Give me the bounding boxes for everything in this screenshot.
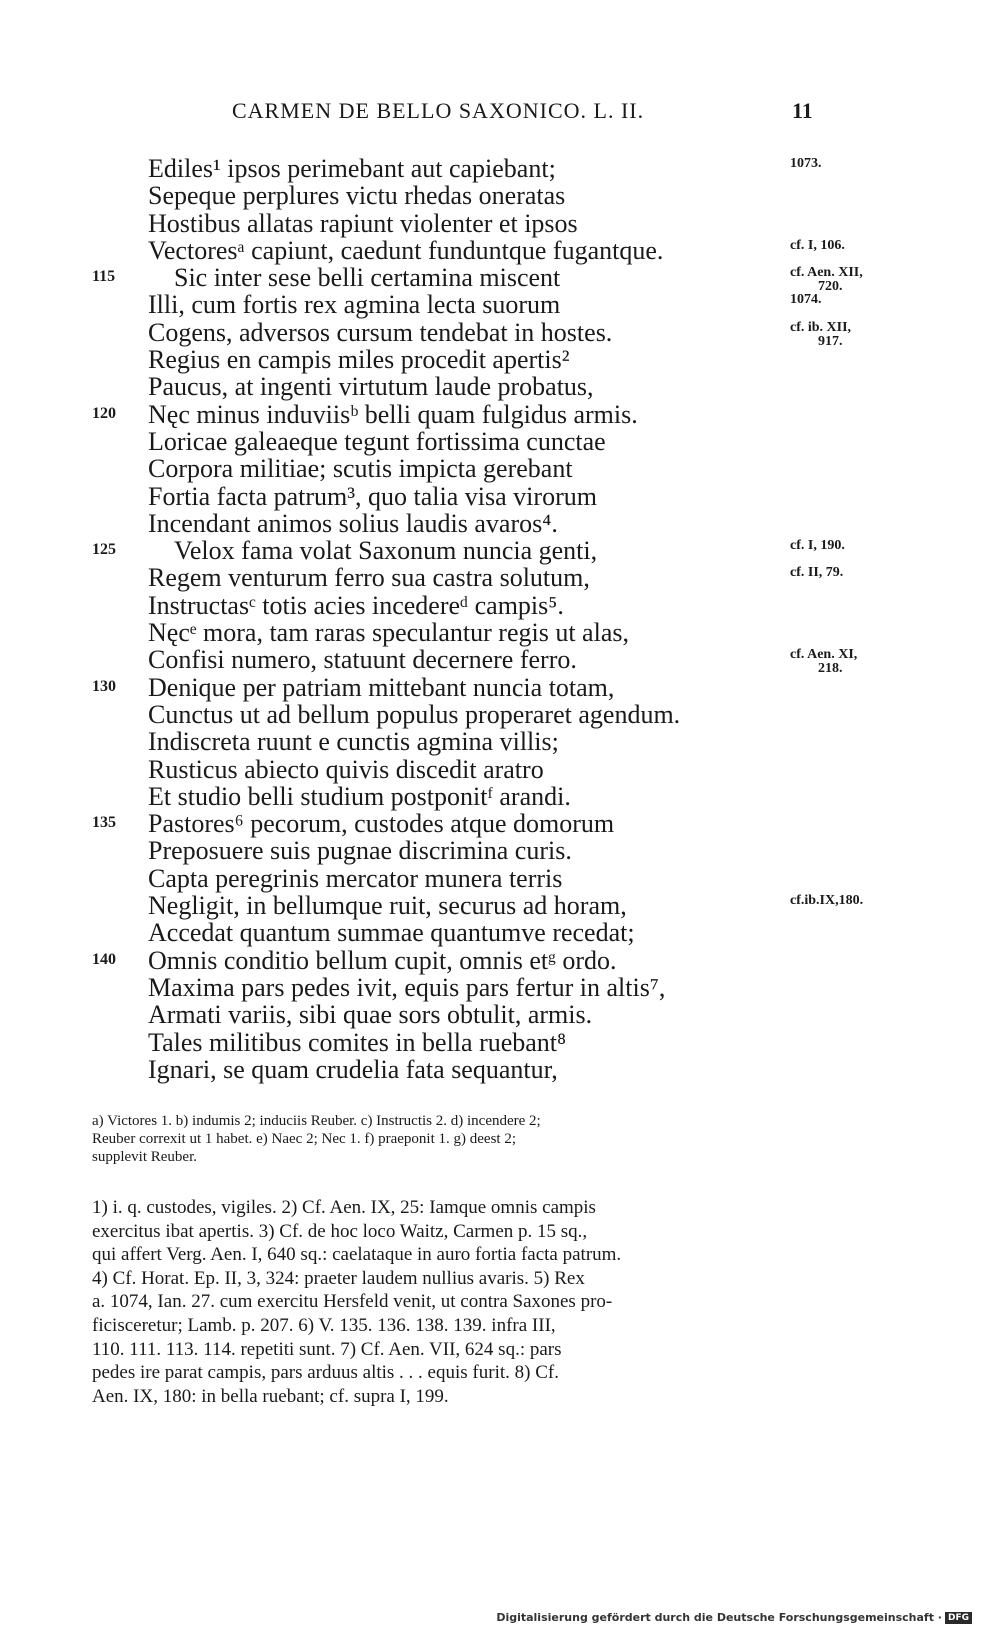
verse-line xyxy=(0,919,1000,946)
apparatus-line: Reuber correxit ut 1 habet. e) Naec 2; Nec 1. f) praeponit 1. g) deest 2; xyxy=(92,1131,516,1147)
verse-text: Paucus, at ingenti virtutum laude probatus, xyxy=(148,372,594,402)
verse-line xyxy=(0,728,1000,755)
verse-line xyxy=(0,701,1000,728)
verse-text: Accedat quantum summae quantumve recedat; xyxy=(148,918,635,948)
marginal-note: cf. I, 106. xyxy=(790,237,845,253)
verse-text: Maxima pars pedes ivit, equis pars fertur in altis⁷, xyxy=(148,972,666,1002)
running-title: CARMEN DE BELLO SAXONICO. L. II. xyxy=(232,98,645,123)
verse-line xyxy=(0,1029,1000,1056)
verse-line xyxy=(0,674,1000,701)
verse-text: Nęc minus induviisᵇ belli quam fulgidus armis. xyxy=(148,399,638,429)
verse-line xyxy=(0,892,1000,919)
verse-text: Negligit, in bellumque ruit, securus ad horam, xyxy=(148,891,627,921)
marginal-note: cf. I, 190. xyxy=(790,538,845,554)
verse-text: Velox fama volat Saxonum nuncia genti, xyxy=(174,536,598,566)
verse-line xyxy=(0,837,1000,864)
verse-line xyxy=(0,537,1000,564)
verse-line xyxy=(0,1001,1000,1028)
verse-text: Ediles¹ ipsos perimebant aut capiebant; xyxy=(148,154,556,183)
verse-line xyxy=(0,1056,1000,1083)
page-number: 11 xyxy=(792,98,813,123)
marginal-note xyxy=(790,266,920,294)
footnote-line: a. 1074, Ian. 27. cum exercitu Hersfeld venit, ut contra Saxones pro- xyxy=(92,1291,613,1313)
verse-line xyxy=(0,182,1000,209)
verse-text: Rusticus abiecto quivis discedit aratro xyxy=(148,754,544,784)
verse-line xyxy=(0,237,1000,264)
verse-text: Et studio belli studium postponitᶠ arandi. xyxy=(148,781,571,811)
verse-line xyxy=(0,428,1000,455)
digitization-credit xyxy=(496,1611,972,1624)
verse-text: Denique per patriam mittebant nuncia totam, xyxy=(148,672,615,702)
footnote-line: pedes ire parat campis, pars arduus altis . . . equis furit. 8) Cf. xyxy=(92,1362,559,1384)
verse-text: Indiscreta ruunt e cunctis agmina villis; xyxy=(148,727,559,757)
verse-text: Regem venturum ferro sua castra solutum, xyxy=(148,563,590,593)
verse-line xyxy=(0,974,1000,1001)
verse-text: Cogens, adversos cursum tendebat in hostes. xyxy=(148,317,613,347)
marginal-note-line: cf. Aen. XI, xyxy=(790,647,858,663)
verse-line xyxy=(0,947,1000,974)
footnote-line: qui affert Verg. Aen. I, 640 sq.: caelataque in auro fortia facta patrum. xyxy=(92,1244,622,1266)
verse-number: 115 xyxy=(92,268,116,286)
dfg-logo: DFG xyxy=(945,1612,972,1624)
footnote-line: ficisceretur; Lamb. p. 207. 6) V. 135. 136. 138. 139. infra III, xyxy=(92,1314,556,1336)
verse-line xyxy=(0,455,1000,482)
verse-number: 120 xyxy=(92,404,116,422)
marginal-note-line: 720. xyxy=(818,279,843,295)
marginal-note-line: cf. ib. XII, xyxy=(790,319,852,335)
verse-line xyxy=(0,510,1000,537)
verse-line xyxy=(0,810,1000,837)
verse-block xyxy=(0,155,1000,1083)
verse-text: Corpora militiae; scutis impicta gerebant xyxy=(148,454,573,484)
verse-text: Tales militibus comites in bella ruebant⁸ xyxy=(148,1027,567,1057)
verse-line xyxy=(0,155,1000,182)
verse-text: Confisi numero, statuunt decernere ferro. xyxy=(148,645,577,675)
verse-line xyxy=(0,645,1000,677)
verse-line xyxy=(0,291,1000,318)
marginal-note: cf.ib.IX,180. xyxy=(790,893,864,909)
verse-text: Regius en campis miles procedit apertis² xyxy=(148,345,570,375)
verse-line xyxy=(0,346,1000,373)
apparatus-line: supplevit Reuber. xyxy=(92,1149,197,1165)
verse-line xyxy=(0,756,1000,783)
verse-line xyxy=(0,619,1000,646)
verse-line xyxy=(0,592,1000,619)
verse-text: Fortia facta patrum³, quo talia visa virorum xyxy=(148,481,597,511)
verse-text: Sepeque perplures victu rhedas oneratas xyxy=(148,181,566,211)
verse-line xyxy=(0,783,1000,810)
verse-line xyxy=(0,263,1000,295)
verse-text: Cunctus ut ad bellum populus properaret agendum. xyxy=(148,699,681,729)
verse-text: Capta peregrinis mercator munera terris xyxy=(148,863,563,893)
verse-text: Loricae galeaeque tegunt fortissima cunctae xyxy=(148,426,606,456)
verse-text: Ignari, se quam crudelia fata sequantur, xyxy=(148,1054,558,1084)
marginal-note: 1073. xyxy=(790,156,822,171)
marginal-note-line: cf. Aen. XII, xyxy=(790,265,863,281)
verse-number: 140 xyxy=(92,950,116,968)
verse-text: Vectoresᵃ capiunt, caedunt funduntque fugantque. xyxy=(148,235,664,265)
credit-text: Digitalisierung gefördert durch die Deutsche Forschungsgemeinschaft · xyxy=(496,1611,942,1624)
verse-number: 135 xyxy=(92,814,116,832)
verse-text: Illi, cum fortis rex agmina lecta suorum xyxy=(148,290,561,320)
marginal-note-line: 917. xyxy=(818,333,843,349)
footnote-line: exercitus ibat apertis. 3) Cf. de hoc loco Waitz, Carmen p. 15 sq., xyxy=(92,1220,588,1242)
verse-line xyxy=(0,564,1000,591)
verse-number: 125 xyxy=(92,541,116,559)
footnotes xyxy=(92,1196,822,1408)
verse-number: 130 xyxy=(92,677,116,695)
verse-text: Omnis conditio bellum cupit, omnis etᵍ ordo. xyxy=(148,945,617,975)
verse-text: Armati variis, sibi quae sors obtulit, armis. xyxy=(148,1000,593,1030)
marginal-note: 1074. xyxy=(790,292,822,308)
verse-line xyxy=(0,483,1000,510)
verse-text: Sic inter sese belli certamina miscent xyxy=(174,263,561,293)
marginal-note xyxy=(790,648,920,676)
verse-text: Incendant animos solius laudis avaros⁴. xyxy=(148,508,558,538)
footnote-line: 110. 111. 113. 114. repetiti sunt. 7) Cf. Aen. VII, 624 sq.: pars xyxy=(92,1338,562,1360)
verse-text: Hostibus allatas rapiunt violenter et ipsos xyxy=(148,208,578,238)
verse-text: Preposuere suis pugnae discrimina curis. xyxy=(148,836,572,866)
verse-line xyxy=(0,373,1000,400)
page-header xyxy=(232,98,813,132)
verse-line xyxy=(0,865,1000,892)
critical-apparatus xyxy=(92,1112,822,1166)
marginal-note-line: 218. xyxy=(818,661,843,677)
verse-text: Nęcᵉ mora, tam raras speculantur regis ut alas, xyxy=(148,618,629,648)
footnote-line: Aen. IX, 180: in bella ruebant; cf. supra I, 199. xyxy=(92,1385,449,1407)
verse-text: Pastores⁶ pecorum, custodes atque domorum xyxy=(148,809,615,839)
footnote-line: 4) Cf. Horat. Ep. II, 3, 324: praeter laudem nullius avaris. 5) Rex xyxy=(92,1267,585,1289)
marginal-note: cf. II, 79. xyxy=(790,565,844,581)
verse-line xyxy=(0,317,1000,349)
apparatus-line: a) Victores 1. b) indumis 2; induciis Reuber. c) Instructis 2. d) incendere 2; xyxy=(92,1113,541,1129)
verse-text: Instructasᶜ totis acies incedereᵈ campis⁵. xyxy=(148,590,564,620)
verse-line xyxy=(0,210,1000,237)
footnote-line: 1) i. q. custodes, vigiles. 2) Cf. Aen. IX, 25: Iamque omnis campis xyxy=(92,1197,596,1218)
marginal-note xyxy=(790,321,920,349)
verse-line xyxy=(0,401,1000,428)
